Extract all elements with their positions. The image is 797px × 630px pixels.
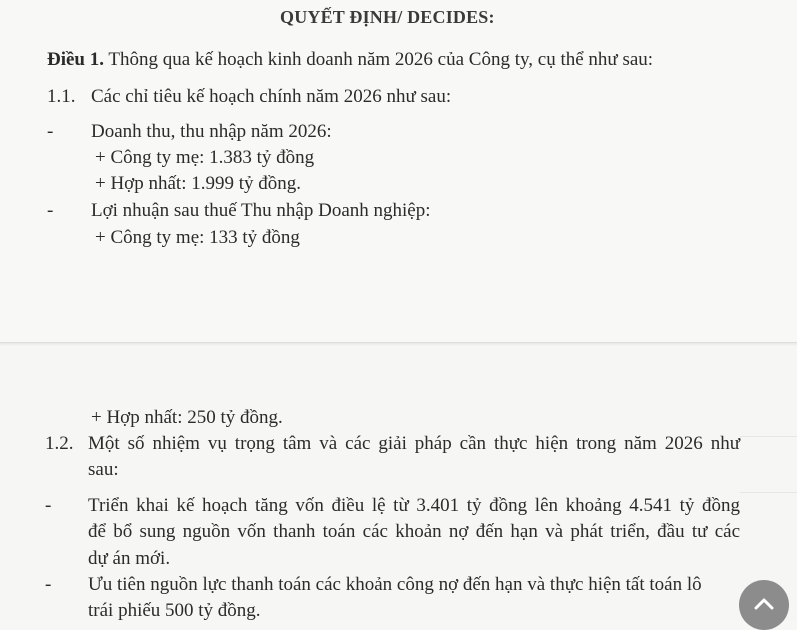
task-1-line-3: dự án mới. xyxy=(88,548,171,569)
revenue-consolidated: + Hợp nhất: 1.999 tỷ đồng. xyxy=(95,173,302,194)
section-1-1-text: Các chỉ tiêu kế hoạch chính năm 2026 như sau: xyxy=(91,86,452,107)
profit-parent-company: + Công ty mẹ: 133 tỷ đồng xyxy=(95,227,300,248)
scan-line xyxy=(740,436,797,437)
profit-label: Lợi nhuận sau thuế Thu nhập Doanh nghiệp: xyxy=(91,200,431,221)
revenue-bullet: - xyxy=(47,121,54,142)
task-1-bullet: - xyxy=(45,495,52,516)
profit-consolidated: + Hợp nhất: 250 tỷ đồng. xyxy=(91,407,283,428)
task-2-line-1: Ưu tiên nguồn lực thanh toán các khoản công nợ đến hạn và thực hiện tất toán lô xyxy=(88,574,702,595)
scan-line xyxy=(740,492,797,493)
task-1-line-1: Triển khai kế hoạch tăng vốn điều lệ từ 3.401 tỷ đồng lên khoảng 4.541 tỷ đồng xyxy=(88,495,740,516)
section-1-2-number: 1.2. xyxy=(45,433,74,454)
article-1-label: Điều 1. xyxy=(47,49,104,70)
revenue-parent-company: + Công ty mẹ: 1.383 tỷ đồng xyxy=(95,147,315,168)
task-1-line-2: để bổ sung nguồn vốn thanh toán các khoản nợ đến hạn và phát triển, đầu tư các xyxy=(88,521,740,542)
article-1-text: Thông qua kế hoạch kinh doanh năm 2026 của Công ty, cụ thể như sau: xyxy=(108,49,654,70)
task-2-line-2: trái phiếu 500 tỷ đồng. xyxy=(88,600,261,621)
article-1 xyxy=(47,47,653,73)
section-1-1-number: 1.1. xyxy=(47,86,76,107)
scroll-to-top-button[interactable] xyxy=(739,580,789,630)
section-1-2-line-2: sau: xyxy=(88,459,119,480)
revenue-label: Doanh thu, thu nhập năm 2026: xyxy=(91,121,332,142)
decision-heading: QUYẾT ĐỊNH/ DECIDES: xyxy=(280,7,495,27)
chevron-up-icon xyxy=(752,592,776,612)
task-2-bullet: - xyxy=(45,574,52,595)
section-1-2-line-1: Một số nhiệm vụ trọng tâm và các giải pháp cần thực hiện trong năm 2026 như xyxy=(88,433,740,454)
profit-bullet: - xyxy=(47,200,54,221)
